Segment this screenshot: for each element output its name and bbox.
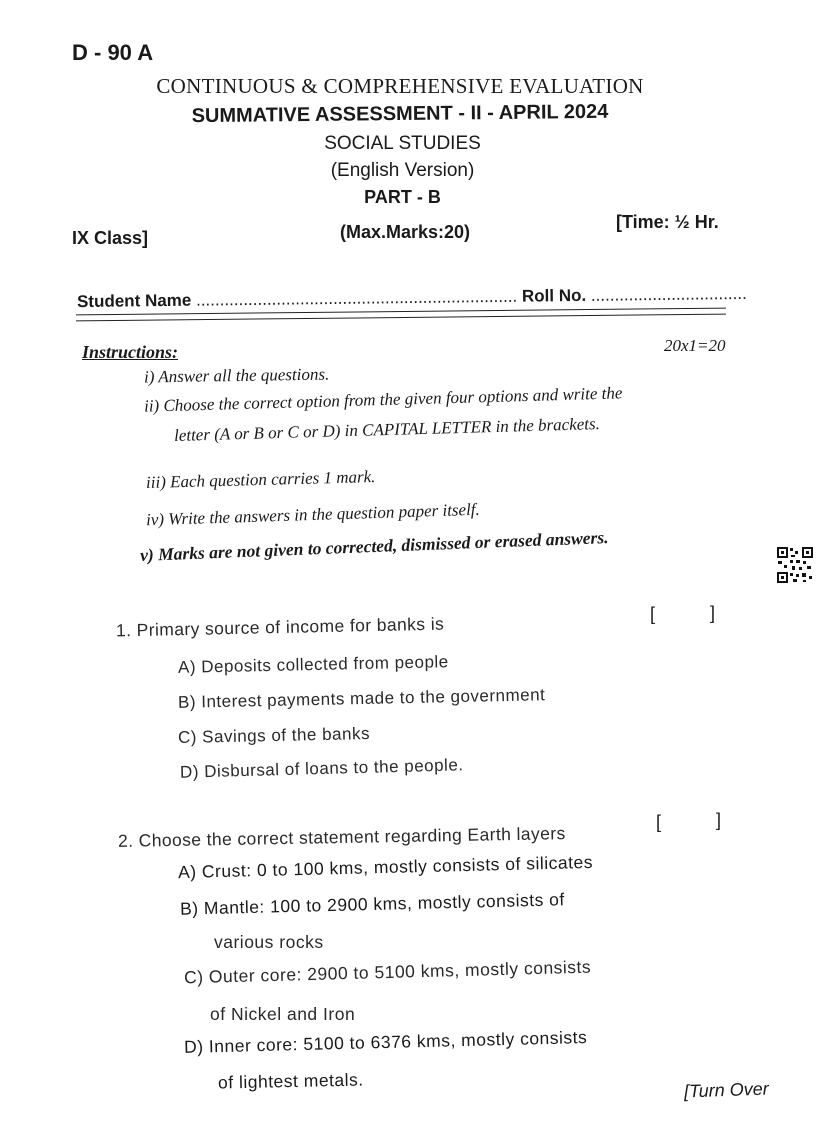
- max-marks-label: (Max.Marks:20): [340, 222, 471, 242]
- instruction-item: iv) Write the answers in the question paper itself.: [145, 499, 481, 530]
- answer-bracket-open[interactable]: [: [650, 604, 656, 624]
- turn-over-label: [Turn Over: [683, 1078, 769, 1102]
- option-c: C) Savings of the banks: [177, 723, 371, 748]
- option-d-continued: of lightest metals.: [217, 1069, 364, 1093]
- option-a: A) Deposits collected from people: [177, 652, 449, 677]
- time-label: [Time: ½ Hr.: [616, 212, 719, 232]
- answer-bracket-open[interactable]: [: [656, 812, 662, 832]
- roll-no-field[interactable]: .................................: [590, 283, 747, 305]
- option-d: D) Disbursal of loans to the people.: [179, 755, 464, 782]
- option-c: C) Outer core: 2900 to 5100 kms, mostly consists: [183, 956, 592, 988]
- student-name-label: Student Name: [76, 290, 192, 312]
- option-b-continued: various rocks: [214, 932, 324, 952]
- divider-line: [76, 314, 726, 322]
- option-d: D) Inner core: 5100 to 6376 kms, mostly consists: [183, 1027, 588, 1057]
- option-b: B) Interest payments made to the government: [177, 685, 546, 712]
- marks-scheme: 20x1=20: [664, 336, 726, 355]
- class-label: IX Class]: [72, 228, 149, 248]
- student-name-field[interactable]: ....................................................................: [195, 286, 518, 310]
- instruction-item: iii) Each question carries 1 mark.: [145, 467, 376, 493]
- option-a: A) Crust: 0 to 100 kms, mostly consists of silicates: [177, 851, 594, 883]
- option-b: B) Mantle: 100 to 2900 kms, mostly consists of: [179, 889, 566, 919]
- qr-code-icon: [776, 546, 814, 584]
- instruction-item: ii) Choose the correct option from the given four options and write the: [143, 383, 623, 416]
- version-label: (English Version): [330, 160, 475, 181]
- paper-code: D - 90 A: [72, 40, 154, 65]
- instruction-item: letter (A or B or C or D) in CAPITAL LETTER in the brackets.: [173, 414, 601, 445]
- instruction-item: i) Answer all the questions.: [143, 364, 330, 387]
- answer-bracket-close[interactable]: ]: [716, 810, 722, 830]
- question-2-text: 2. Choose the correct statement regarding Earth layers: [117, 823, 566, 851]
- subject-title: SOCIAL STUDIES: [324, 133, 481, 154]
- answer-bracket-close[interactable]: ]: [710, 603, 716, 623]
- instructions-title: Instructions:: [82, 342, 179, 362]
- option-c-continued: of Nickel and Iron: [210, 1004, 356, 1024]
- assessment-title: SUMMATIVE ASSESSMENT - II - APRIL 2024: [191, 100, 609, 128]
- instruction-item: v) Marks are not given to corrected, dismissed or erased answers.: [139, 527, 609, 565]
- part-label: PART - B: [364, 187, 441, 207]
- exam-title: CONTINUOUS & COMPREHENSIVE EVALUATION: [156, 74, 644, 98]
- question-1-text: 1. Primary source of income for banks is: [115, 613, 445, 641]
- roll-no-label: Roll No.: [521, 285, 587, 306]
